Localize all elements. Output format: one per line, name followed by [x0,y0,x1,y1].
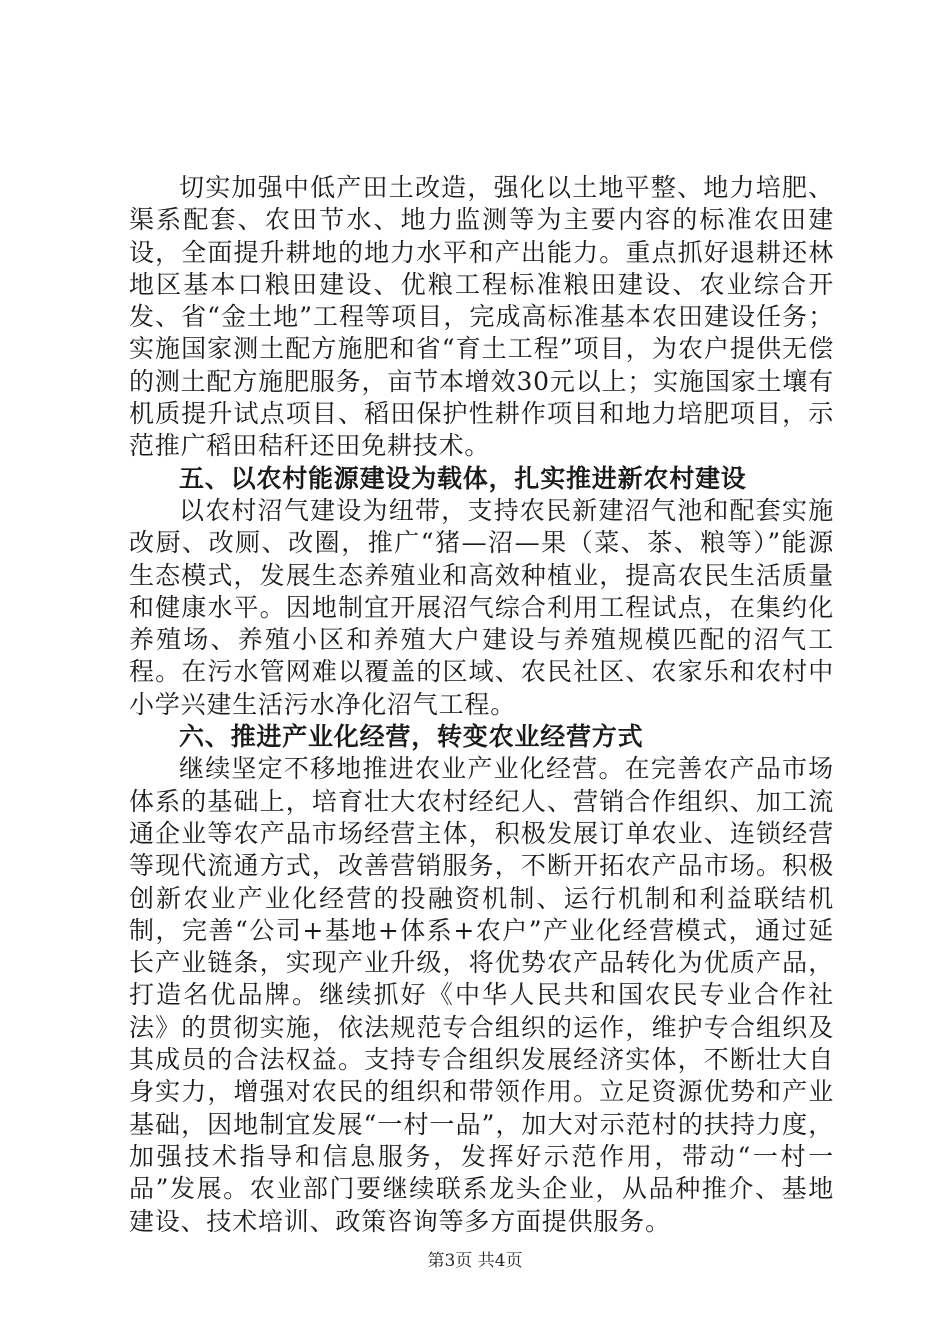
paragraph-soil-improvement: 切实加强中低产田土改造，强化以土地平整、地力培肥、渠系配套、农田节水、地力监测等为主要内容的标准农田建设，全面提升耕地的地力水平和产出能力。重点抓好退耕还林地区基本口粮田建设、优粮工程标准粮田建设、农业综合开发、省“金土地”工程等项目，完成高标准基本农田建设任务；实施国家测土配方施肥和省“育土工程”项目，为农户提供无偿的测土配方施肥服务，亩节本增效30元以上；实施国家土壤有机质提升试点项目、稻田保护性耕作项目和地力培肥项目，示范推广稻田秸秆还田免耕技术。 [129,173,834,461]
section-heading-5: 五、以农村能源建设为载体，扎实推进新农村建设 [179,463,747,493]
paragraph-industrialization: 继续坚定不移地推进农业产业化经营。在完善农产品市场体系的基础上，培育壮大农村经纪人、营销合作组织、加工流通企业等农产品市场经营主体，积极发展订单农业、连锁经营等现代流通方式，改善营销服务，不断开拓农产品市场。积极创新农业产业化经营的投融资机制、运行机制和利益联结机制，完善“公司+基地+体系+农户”产业化经营模式，通过延长产业链条，实现产业升级，将优势农产品转化为优质产品，打造名优品牌。继续抓好《中华人民共和国农民专业合作社法》的贯彻实施，依法规范专合组织的运作，维护专合组织及其成员的合法权益。支持专合组织发展经济实体，不断壮大自身实力，增强对农民的组织和带领作用。立足资源优势和产业基础，因地制宜发展“一村一品”，加大对示范村的扶持力度，加强技术指导和信息服务，发挥好示范作用，带动“一村一品”发展。农业部门要继续联系龙头企业，从品种推介、基地建设、技术培训、政策咨询等多方面提供服务。 [129,754,834,1236]
section-heading-6: 六、推进产业化经营，转变农业经营方式 [179,722,644,752]
document-body [129,172,834,1238]
paragraph-rural-energy: 以农村沼气建设为纽带，支持农民新建沼气池和配套实施改厨、改厕、改圈，推广“猪—沼—果（菜、茶、粮等）”能源生态模式，发展生态养殖业和高效种植业，提高农民生活质量和健康水平。因地制宜开展沼气综合利用工程试点，在集约化养殖场、养殖小区和养殖大户建设与养殖规模匹配的沼气工程。在污水管网难以覆盖的区域、农民社区、农家乐和农村中小学兴建生活污水净化沼气工程。 [129,495,834,719]
page-footer: 第3页 共4页 [427,1251,523,1271]
